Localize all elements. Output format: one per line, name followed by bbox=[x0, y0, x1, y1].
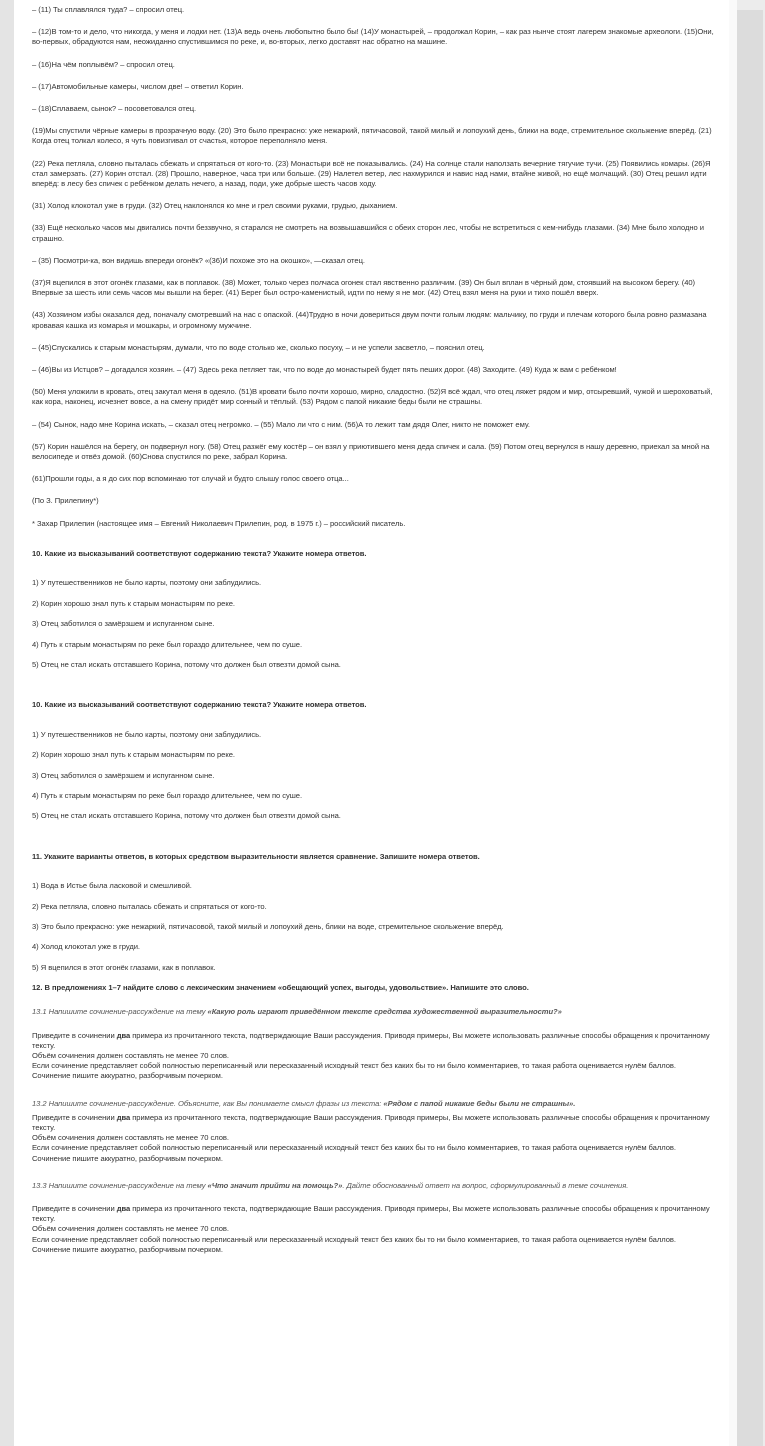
instructions-rest: примера из прочитанного текста, подтверждающие Ваши рассуждения. Приводя примеры, Вы можете использовать различные способы обращения к прочитанному тексту. Объём сочинения должен составлять не менее 70 слов. Если сочинение представляет собой полностью переписанный или пересказанный исходный текст без каких бы то ни было комментариев, то такая работа оценивается нулём баллов. Сочинение пишите аккуратно, разборчивым почерком. bbox=[32, 1204, 710, 1254]
answer-option: 4) Холод клокотал уже в груди. bbox=[32, 942, 140, 952]
document-content bbox=[32, 5, 722, 1272]
text-paragraph: (19)Мы спустили чёрные камеры в прозрачную воду. (20) Это было прекрасно: уже нежаркий, пятичасовой, такой милый и лопоухий день, блики на воде, стремительное скольжение вперёд. (21) Когда отец толкал колесо, я чуть повизгивал от счастья, которое переполняло меня. bbox=[32, 126, 712, 146]
essay-13-2-instructions bbox=[32, 1113, 722, 1164]
answer-option: 3) Отец заботился о замёрзшем и испуганном сыне. bbox=[32, 770, 215, 780]
answer-option: 2) Корин хорошо знал путь к старым монастырям по реке. bbox=[32, 750, 235, 760]
text-paragraph: – (12)В том-то и дело, что никогда, у меня и лодки нет. (13)А ведь очень любопытно было бы! (14)У монастырей, – продолжал Корин, – как раз нынче стоят лагерем знакомые археологи. (15)Они, во-первых, обрадуются нам, неожиданно спустившимся по реке, и, во-вторых, легко доставят нас обратно на машине. bbox=[32, 27, 714, 47]
text-paragraph: (50) Меня уложили в кровать, отец закутал меня в одеяло. (51)В кровати было почти хорошо, мирно, сладостно. (52)Я всё ждал, что отец ляжет рядом и мир, отсыревший, чужой и шероховатый, как кора, наконец, исчезнет вовсе, а на смену придёт мир сонный и тёплый. (53) Рядом с папой никакие беды были не страшны. bbox=[32, 387, 713, 407]
answer-option: 5) Отец не стал искать отставшего Корина, потому что должен был отвезти домой сына. bbox=[32, 811, 341, 821]
essay-13-3-instructions bbox=[32, 1204, 722, 1255]
text-paragraph: – (11) Ты сплавлялся туда? – спросил отец. bbox=[32, 5, 185, 14]
text-paragraph: – (46)Вы из Истцов? – догадался хозяин. – (47) Здесь река петляет так, что по воде до монастырей будет пять пеших дорог. (48) Заходите. (49) Куда ж вам с ребёнком! bbox=[32, 365, 617, 375]
text-paragraph: – (17)Автомобильные камеры, числом две! – ответил Корин. bbox=[32, 81, 244, 91]
text-paragraph: – (54) Сынок, надо мне Корина искать, – сказал отец негромко. – (55) Мало ли что с ним. (56)А то лежит там дядя Олег, никто не поможет ему. bbox=[32, 419, 530, 429]
source-attribution: (По З. Прилепину*) bbox=[32, 496, 99, 506]
task-11-title: 11. Укажите варианты ответов, в которых средством выразительности является сравнение. Запишите номера ответов. bbox=[32, 851, 480, 861]
essay-13-2-topic: «Рядом с папой никакие беды были не страшны». bbox=[383, 1098, 576, 1108]
text-paragraph: (31) Холод клокотал уже в груди. (32) Отец наклонялся ко мне и грел своими руками, грудью, дыханием. bbox=[32, 201, 398, 211]
answer-option: 1) У путешественников не было карты, поэтому они заблудились. bbox=[32, 578, 262, 588]
essay-13-1-topic: «Какую роль играют приведённом тексте средства художественной выразительности?» bbox=[207, 1007, 562, 1017]
answer-option: 4) Путь к старым монастырям по реке был гораздо длительнее, чем по суше. bbox=[32, 639, 303, 649]
essay-13-3-prompt-tail: . Дайте обоснованный ответ на вопрос, сформулированный в теме сочинения. bbox=[342, 1180, 629, 1190]
essay-13-2-prompt bbox=[32, 1099, 722, 1109]
answer-option: 2) Река петляла, словно пыталась сбежать и спрятаться от кого-то. bbox=[32, 901, 267, 911]
instructions-lead: Приведите в сочинении bbox=[32, 1204, 117, 1214]
task-11-options bbox=[32, 871, 722, 983]
instructions-bold: два bbox=[116, 1112, 131, 1122]
instructions-lead: Приведите в сочинении bbox=[32, 1112, 117, 1122]
answer-option: 5) Отец не стал искать отставшего Корина, потому что должен был отвезти домой сына. bbox=[32, 659, 341, 669]
essay-13-3-prompt-text: 13.3 Напишите сочинение-рассуждение на тему bbox=[32, 1180, 208, 1190]
answer-option: 2) Корин хорошо знал путь к старым монастырям по реке. bbox=[32, 598, 235, 608]
answer-option: 5) Я вцепился в этот огонёк глазами, как в поплавок. bbox=[32, 962, 216, 972]
task-12-title: 12. В предложениях 1–7 найдите слово с лексическим значением «обещающий успех, выгоды, удовольствие». Напишите это слово. bbox=[32, 983, 529, 993]
essay-13-2-prompt-text: 13.2 Напишите сочинение-рассуждение. Объясните, как Вы понимаете смысл фразы из текста: bbox=[32, 1098, 384, 1108]
text-paragraph: (33) Ещё несколько часов мы двигались почти беззвучно, я старался не смотреть на возвышавшийся с обеих сторон лес, чтобы не встретиться с кем-нибудь глазами. (34) Мне было холодно и страшно. bbox=[32, 223, 704, 243]
essay-13-1-instructions bbox=[32, 1031, 722, 1082]
document-page bbox=[14, 0, 729, 1446]
instructions-bold: два bbox=[116, 1030, 131, 1040]
answer-option: 3) Отец заботился о замёрзшем и испуганном сыне. bbox=[32, 619, 215, 629]
text-paragraph: – (16)На чём поплывём? – спросил отец. bbox=[32, 59, 175, 69]
instructions-rest: примера из прочитанного текста, подтверждающие Ваши рассуждения. Приводя примеры, Вы можете использовать различные способы обращения к прочитанному тексту. Объём сочинения должен составлять не менее 70 слов. Если сочинение представляет собой полностью переписанный или пересказанный исходный текст без каких бы то ни было комментариев, то такая работа оценивается нулём баллов. Сочинение пишите аккуратно, разборчивым почерком. bbox=[32, 1112, 710, 1163]
text-paragraph: (37)Я вцепился в этот огонёк глазами, как в поплавок. (38) Может, только через полчаса огонек стал явственно различим. (39) Он был вплан в чёрный дом, стоявший на высоком берегу. (40) Впервые за шесть или семь часов мы вышли на берег. (41) Берег был остро-каменистый, идти по нему я не мог. (42) Отец взял меня на руки и тихо пошёл вверх. bbox=[32, 278, 696, 298]
essay-13-3-topic: «Что значит прийти на помощь?» bbox=[207, 1180, 343, 1190]
text-paragraph: (43) Хозяином избы оказался дед, поначалу смотревший на нас с опаской. (44)Трудно в ночи довериться двум почти голым людям: мальчику, по груди и плечам которого была ровно размазана кровавая кашка из комарья и мошкары, и огромному мужчине. bbox=[32, 310, 707, 330]
task-10-options bbox=[32, 568, 722, 680]
text-paragraph: (22) Река петляла, словно пыталась сбежать и спрятаться от кого-то. (23) Монастыри всё не показывались. (24) На солнце стали наползать вечерние тягучие тучи. (25) Появились комары. (26)Я стал замерзать. (27) Корин отстал. (28) Прошло, наверное, часа три или больше. (29) Налетел ветер, лес нахмурился и навис над нами, втайне живой, но ещё молчащий. (30) Отец решил идти вперёд: в лесу без спичек с ребёнком делать нечего, а назад, поди, уже добрые шесть часов ходу. bbox=[32, 158, 711, 189]
text-paragraph: – (45)Спускались к старым монастырям, думали, что по воде столько же, сколько посуху, – и не успели засветло, – пояснил отец. bbox=[32, 342, 485, 352]
answer-option: 4) Путь к старым монастырям по реке был гораздо длительнее, чем по суше. bbox=[32, 790, 303, 800]
text-paragraph: – (35) Посмотри-ка, вон видишь впереди огонёк? «(36)И похоже это на окошко», —сказал отец. bbox=[32, 255, 365, 265]
instructions-rest: примера из прочитанного текста, подтверждающие Ваши рассуждения. Приводя примеры, Вы можете использовать различные способы обращения к прочитанному тексту. Объём сочинения должен составлять не менее 70 слов. Если сочинение представляет собой полностью переписанный или пересказанный исходный текст без каких бы то ни было комментариев, то такая работа оценивается нулём баллов. Сочинение пишите аккуратно, разборчивым почерком. bbox=[32, 1030, 710, 1081]
task-10-repeat-options bbox=[32, 720, 722, 832]
left-margin bbox=[0, 0, 14, 1446]
instructions-bold: два bbox=[116, 1204, 131, 1214]
essay-13-1-prompt-text: 13.1 Напишите сочинение-рассуждение на тему bbox=[32, 1007, 208, 1017]
task-10-title: 10. Какие из высказываний соответствуют содержанию текста? Укажите номера ответов. bbox=[32, 548, 367, 558]
essay-13-3-prompt bbox=[32, 1181, 722, 1191]
answer-option: 1) У путешественников не было карты, поэтому они заблудились. bbox=[32, 729, 262, 739]
task-10-repeat-title: 10. Какие из высказываний соответствуют содержанию текста? Укажите номера ответов. bbox=[32, 700, 367, 710]
scrollbar-track[interactable] bbox=[737, 10, 763, 1446]
answer-option: 3) Это было прекрасно: уже нежаркий, пятичасовой, такой милый и лопоухий день, блики на воде, стремительное скольжение вперёд. bbox=[32, 921, 504, 931]
instructions-lead: Приведите в сочинении bbox=[32, 1030, 117, 1040]
essay-13-1-prompt bbox=[32, 1007, 722, 1017]
right-gutter bbox=[729, 0, 737, 1446]
text-paragraph: (57) Корин нашёлся на берегу, он подвернул ногу. (58) Отец разжёг ему костёр – он взял у приютившего меня деда спичек и сала. (59) Потом отец вернулся в нашу деревню, приехал за мной на велосипеде и отвёз домой. (60)Снова спустился по реке, забрал Корина. bbox=[32, 441, 710, 462]
author-footnote: * Захар Прилепин (настоящее имя – Евгений Николаевич Прилепин, род. в 1975 г.) – российский писатель. bbox=[32, 518, 406, 528]
text-paragraph: (61)Прошли годы, а я до сих пор вспоминаю тот случай и будто слышу голос своего отца... bbox=[32, 474, 349, 484]
answer-option: 1) Вода в Истье была ласковой и смешливой. bbox=[32, 881, 192, 891]
text-paragraph: – (18)Сплаваем, сынок? – посоветовался отец. bbox=[32, 104, 197, 114]
